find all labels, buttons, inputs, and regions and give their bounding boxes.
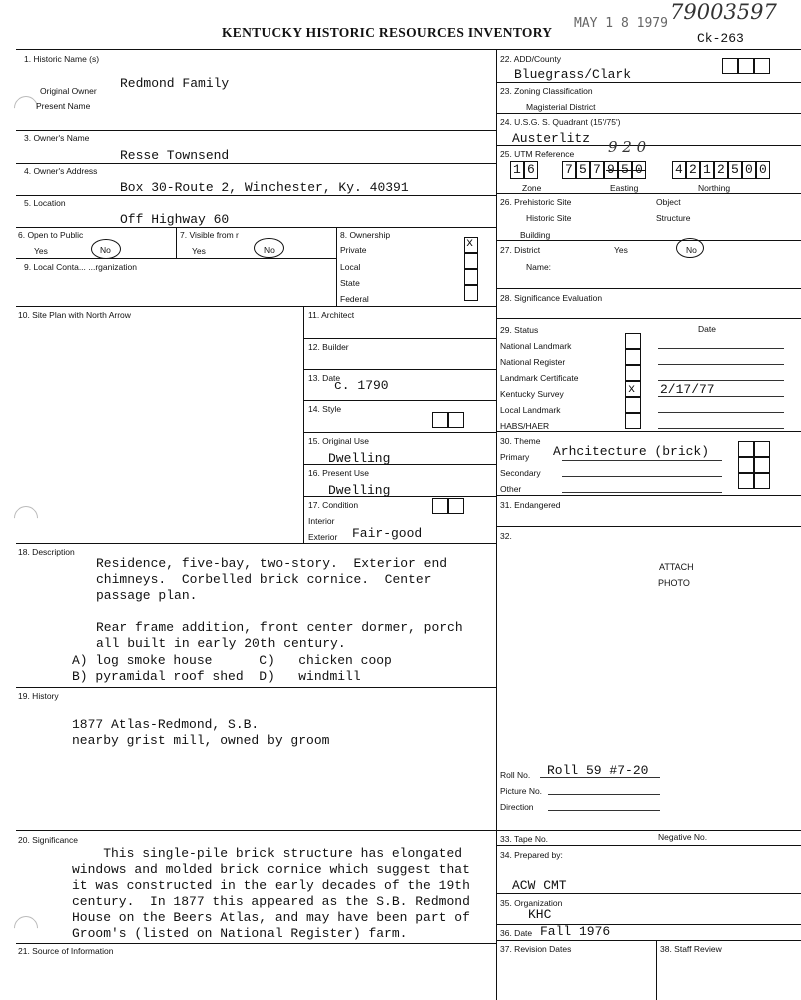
utm-digit: 5 [731,162,739,177]
organization-value: KHC [528,907,552,922]
date-line [562,492,722,493]
condition-value: Fair-good [352,526,423,541]
field-label: 13. Date [308,373,341,383]
row-divider [16,943,496,944]
row-divider [303,338,496,339]
field-label: 24. U.S.G. S. Quadrant (15'/75') [500,117,621,127]
utm-digit: 4 [675,162,683,177]
present-use-value: Dwelling [328,483,391,498]
date-line [562,476,722,477]
field-label: 38. Staff Review [660,944,722,954]
field-label: 26. Prehistoric Site [500,197,572,207]
form-title: KENTUCKY HISTORIC RESOURCES INVENTORY [222,25,553,40]
yes-option: Yes [192,246,206,256]
field-label: 10. Site Plan with North Arrow [18,310,131,320]
field-label: Zone [522,183,542,193]
field-label: 25. UTM Reference [500,149,575,159]
checkbox [464,269,478,285]
code-box [738,441,754,457]
status-item: National Register [500,357,566,367]
row-divider [303,496,496,497]
yes-option: Yes [614,245,628,255]
row-divider [16,830,496,831]
date-line [562,460,722,461]
date-line [658,380,784,381]
date-line [548,810,660,811]
field-label: Present Name [36,101,91,111]
checkbox [625,349,641,365]
field-label: Name: [526,262,552,272]
field-label: 28. Significance Evaluation [500,293,603,303]
checkbox [464,253,478,269]
code-box [738,473,754,489]
code-box [448,412,464,428]
field-label: 36. Date [500,928,533,938]
status-item: National Landmark [500,341,572,351]
row-divider [16,306,496,307]
row-divider [496,526,801,527]
code-box [738,58,754,74]
field-label: Secondary [500,468,541,478]
ownership-option: Private [340,245,367,255]
field-label: 19. History [18,691,59,701]
status-item: Landmark Certificate [500,373,579,383]
field-label: 35. Organization [500,898,563,908]
description-list-item: A) log smoke house C) chicken coop [72,653,392,668]
date-line [658,348,784,349]
utm-digit: 5 [579,162,587,177]
field-label: Structure [656,213,691,223]
row-divider [496,893,801,894]
field-label: 23. Zoning Classification [500,86,593,96]
code-box [754,473,770,489]
field-label: Interior [308,516,335,526]
punch-hole-mark [9,911,43,945]
status-item: Local Landmark [500,405,561,415]
field-label: 22. ADD/County [500,54,561,64]
form-top-border [16,49,801,50]
field-label: Exterior [308,532,338,542]
utm-digit: 9 [607,162,615,177]
field-label: Object [656,197,681,207]
row-divider [496,940,801,941]
code-box [754,457,770,473]
code-box [448,498,464,514]
field-label: 12. Builder [308,342,349,352]
handwritten-register-number: 79003597 [670,0,777,24]
field-label: 34. Prepared by: [500,850,563,860]
punch-hole-mark [9,501,43,535]
row-divider [496,193,801,194]
cell-divider [303,306,304,543]
circled-answer-mark [676,238,704,258]
field-label: Original Owner [40,86,97,96]
row-divider [496,240,801,241]
significance-text: This single-pile brick structure has elongated windows and molded brick cornice which suggest that it was constructed in the early decades of the 19th century. In 1877 this appeared as the S.B. Redmond House on the Beers Atlas, and may have been part of Groom's (listed on National Register) farm. [72,846,470,941]
circled-answer-mark [254,238,284,258]
field-label: 20. Significance [18,835,79,845]
received-date-stamp: MAY 1 8 1979 [574,16,668,31]
row-divider [16,227,496,228]
kentucky-survey-date: 2/17/77 [660,382,715,397]
field-label: 33. Tape No. [500,834,549,844]
no-option: No [264,245,275,255]
row-divider [16,687,496,688]
utm-digit: 2 [717,162,725,177]
field-label: Building [520,230,551,240]
utm-digit: 0 [745,162,753,177]
field-label: 18. Description [18,547,75,557]
utm-digit: 1 [513,162,521,177]
code-box [432,412,448,428]
field-label: Northing [698,183,731,193]
attach-photo-label: PHOTO [658,578,690,588]
row-divider [496,288,801,289]
field-label: 3. Owner's Name [24,133,90,143]
owner-address-value: Box 30-Route 2, Winchester, Ky. 40391 [120,180,409,195]
row-divider [303,369,496,370]
roll-number-value: Roll 59 #7-20 [547,763,649,778]
field-label: 32. [500,531,512,541]
ownership-option: Federal [340,294,369,304]
checkbox [625,397,641,413]
primary-theme-value: Arhcitecture (brick) [553,444,710,459]
row-divider [496,318,801,319]
prepared-date-value: Fall 1976 [540,924,611,939]
field-label: 15. Original Use [308,436,369,446]
row-divider [16,130,496,131]
date-line [658,428,784,429]
row-divider [496,830,801,831]
code-box [738,457,754,473]
cell-divider [176,227,177,258]
date-line [540,777,660,778]
row-divider [16,258,336,259]
field-label: Negative No. [658,832,708,842]
checkbox [625,333,641,349]
utm-digit: 7 [565,162,573,177]
location-value: Off Highway 60 [120,212,230,227]
owner-name-value: Resse Townsend [120,148,230,163]
code-box [754,58,770,74]
column-divider [496,49,497,1000]
utm-digit: 1 [703,162,711,177]
field-label: Other [500,484,522,494]
row-divider [496,82,801,83]
status-item: HABS/HAER [500,421,550,431]
checkbox [625,413,641,429]
date-line [658,364,784,365]
field-label: 29. Status [500,325,539,335]
field-label: Easting [610,183,639,193]
code-box [432,498,448,514]
field-label: Picture No. [500,786,543,796]
field-label: 21. Source of Information [18,946,114,956]
description-list-item: B) pyramidal roof shed D) windmill [72,669,361,684]
row-divider [303,432,496,433]
no-option: No [686,245,697,255]
utm-digit: 5 [621,162,629,177]
date-built-value: c. 1790 [334,378,389,393]
field-label: 31. Endangered [500,500,561,510]
field-label: 11. Architect [308,310,355,320]
row-divider [496,145,801,146]
field-label: 1. Historic Name (s) [24,54,100,64]
field-label: Direction [500,802,534,812]
utm-digit: 2 [689,162,697,177]
cell-divider [336,227,337,306]
ownership-option: State [340,278,360,288]
quadrant-value: Austerlitz [512,131,591,146]
field-label: 5. Location [24,198,66,208]
row-divider [16,543,496,544]
date-line [658,396,784,397]
field-label: Primary [500,452,530,462]
checkbox-mark: x [466,236,474,250]
field-label: Magisterial District [526,102,596,112]
checkbox-mark: x [628,382,636,396]
status-item: Kentucky Survey [500,389,564,399]
row-divider [496,431,801,432]
form-id: Ck-263 [697,31,744,46]
utm-digit: 7 [593,162,601,177]
field-label: 27. District [500,245,541,255]
original-use-value: Dwelling [328,451,391,466]
field-label: 14. Style [308,404,342,414]
checkbox [464,285,478,301]
field-label: 37. Revision Dates [500,944,572,954]
field-label: 9. Local Conta... ...rganization [24,262,137,272]
handwritten-correction: 9 2 0 [608,138,647,156]
field-label: Date [698,324,716,334]
cell-divider [656,940,657,1000]
field-label: Roll No. [500,770,531,780]
row-divider [303,400,496,401]
utm-digit: 0 [635,162,643,177]
row-divider [496,495,801,496]
row-divider [496,845,801,846]
prepared-by-value: ACW CMT [512,878,567,893]
field-label: 17. Condition [308,500,359,510]
original-owner-value: Redmond Family [120,76,230,91]
no-option: No [100,245,111,255]
code-box [722,58,738,74]
row-divider [303,464,496,465]
checkbox [625,365,641,381]
county-value: Bluegrass/Clark [514,67,632,82]
field-label: 8. Ownership [340,230,391,240]
row-divider [16,195,496,196]
date-line [548,794,660,795]
field-label: 7. Visible from r [180,230,239,240]
field-label: 6. Open to Public [18,230,84,240]
field-label: Historic Site [526,213,572,223]
row-divider [16,163,496,164]
date-line [658,412,784,413]
yes-option: Yes [34,246,48,256]
history-text: 1877 Atlas-Redmond, S.B. nearby grist mill, owned by groom [72,717,330,748]
field-label: 30. Theme [500,436,541,446]
field-label: 16. Present Use [308,468,369,478]
attach-photo-label: ATTACH [659,562,694,572]
utm-digit: 6 [527,162,535,177]
row-divider [496,113,801,114]
circled-answer-mark [91,239,121,259]
strikethrough-mark [606,170,646,171]
utm-digit: 0 [759,162,767,177]
code-box [754,441,770,457]
field-label: 4. Owner's Address [24,166,98,176]
description-text: Residence, five-bay, two-story. Exterior end chimneys. Corbelled brick cornice. Center passage plan. Rear frame addition, front center dormer, porch all built in early 20th century. [96,556,463,651]
ownership-option: Local [340,262,361,272]
